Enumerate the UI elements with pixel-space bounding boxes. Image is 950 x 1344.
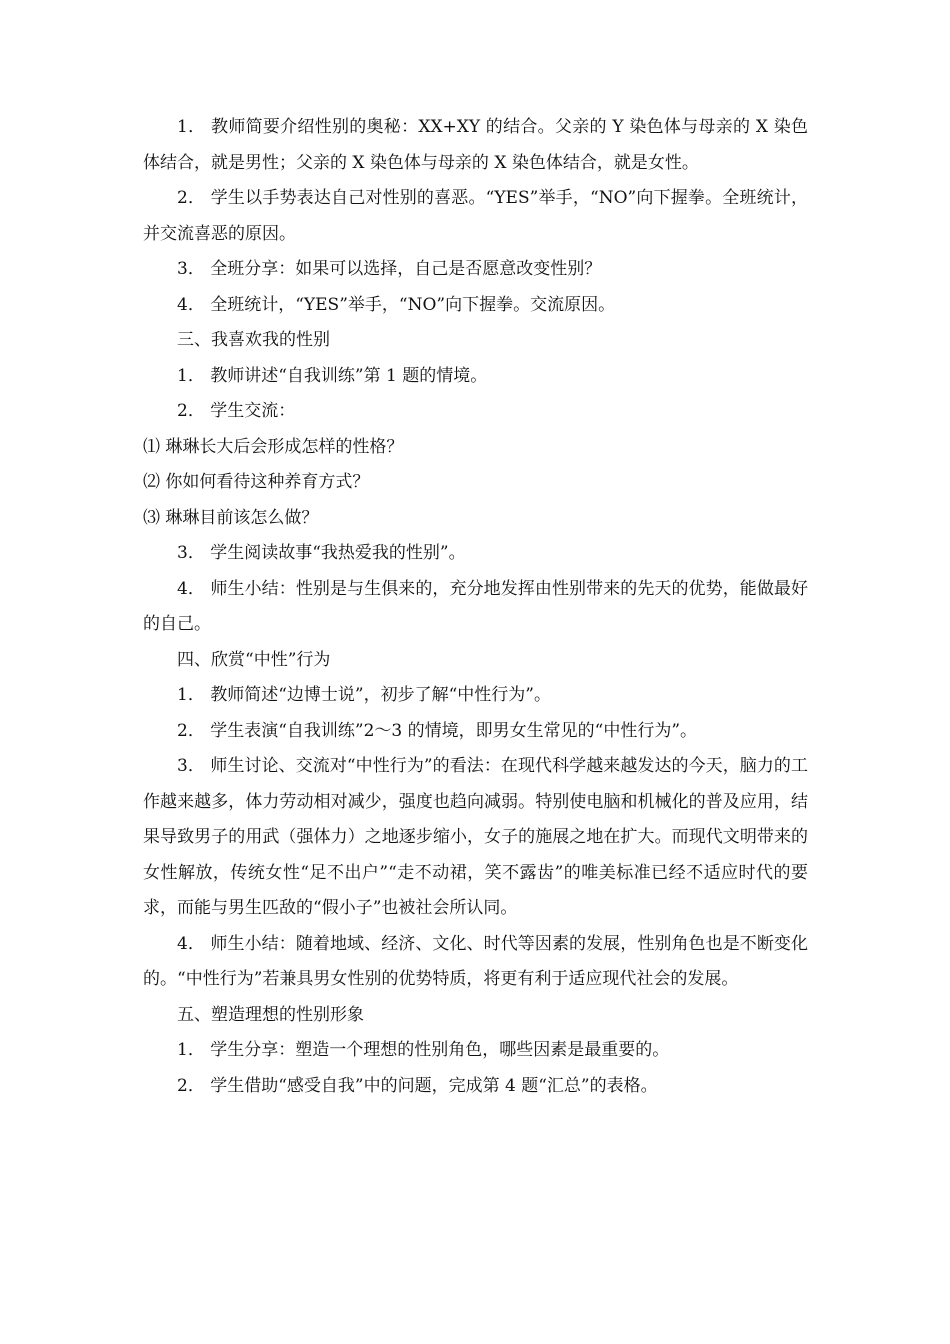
- paragraph: 1． 教师讲述“自我训练”第 1 题的情境。: [177, 365, 488, 386]
- paragraph: 1． 学生分享：塑造一个理想的性别角色，哪些因素是最重要的。: [177, 1040, 670, 1060]
- paragraph: 2． 学生借助“感受自我”中的问题，完成第 4 题“汇总”的表格。: [177, 1075, 658, 1096]
- paragraph: 2． 学生表演“自我训练”2～3 的情境，即男女生常见的“中性行为”。: [177, 720, 698, 741]
- section-heading: 五、塑造理想的性别形象: [177, 1004, 364, 1025]
- paragraph: 3． 师生讨论、交流对“中性行为”的看法：在现代科学越来越发达的今天，脑力的工作越来越多，体力劳动相对减少，强度也趋向减弱。特别使电脑和机械化的普及应用，结果导致男子的用武（强体力）之地逐步缩小，女子的施展之地在扩大。而现代文明带来的女性解放，传统女性“足不出户”“走不动裙，笑不露齿”的唯美标准已经不适应时代的要求，而能与男生匹敌的“假小子”也被社会所认同。: [143, 756, 808, 918]
- section-heading: 三、我喜欢我的性别: [177, 330, 330, 350]
- paragraph: 4． 师生小结：性别是与生俱来的，充分地发挥由性别带来的先天的优势，能做最好的自己。: [143, 578, 808, 634]
- document-body: [143, 110, 808, 1104]
- paragraph: 4． 全班统计，“YES”举手，“NO”向下握拳。交流原因。: [177, 294, 616, 315]
- sub-item: ⑶ 琳琳目前该怎么做？: [143, 507, 319, 528]
- section-heading: 四、欣赏“中性”行为: [177, 649, 331, 670]
- sub-item: ⑵ 你如何看待这种养育方式？: [143, 472, 370, 492]
- paragraph: 1． 教师简要介绍性别的奥秘：XX+XY 的结合。父亲的 Y 染色体与母亲的 X 染色体结合，就是男性；父亲的 X 染色体与母亲的 X 染色体结合，就是女性。: [143, 117, 808, 173]
- sub-item: ⑴ 琳琳长大后会形成怎样的性格？: [143, 436, 404, 457]
- paragraph: 1． 教师简述“边博士说”，初步了解“中性行为”。: [177, 685, 551, 705]
- paragraph: 2． 学生交流：: [177, 401, 296, 421]
- paragraph: 3． 学生阅读故事“我热爱我的性别”。: [177, 543, 466, 563]
- paragraph: 4． 师生小结：随着地域、经济、文化、时代等因素的发展，性别角色也是不断变化的。“中性行为”若兼具男女性别的优势特质，将更有利于适应现代社会的发展。: [143, 933, 808, 989]
- paragraph: 3． 全班分享：如果可以选择，自己是否愿意改变性别？: [177, 259, 602, 279]
- paragraph: 2． 学生以手势表达自己对性别的喜恶。“YES”举手，“NO”向下握拳。全班统计，并交流喜恶的原因。: [143, 188, 808, 244]
